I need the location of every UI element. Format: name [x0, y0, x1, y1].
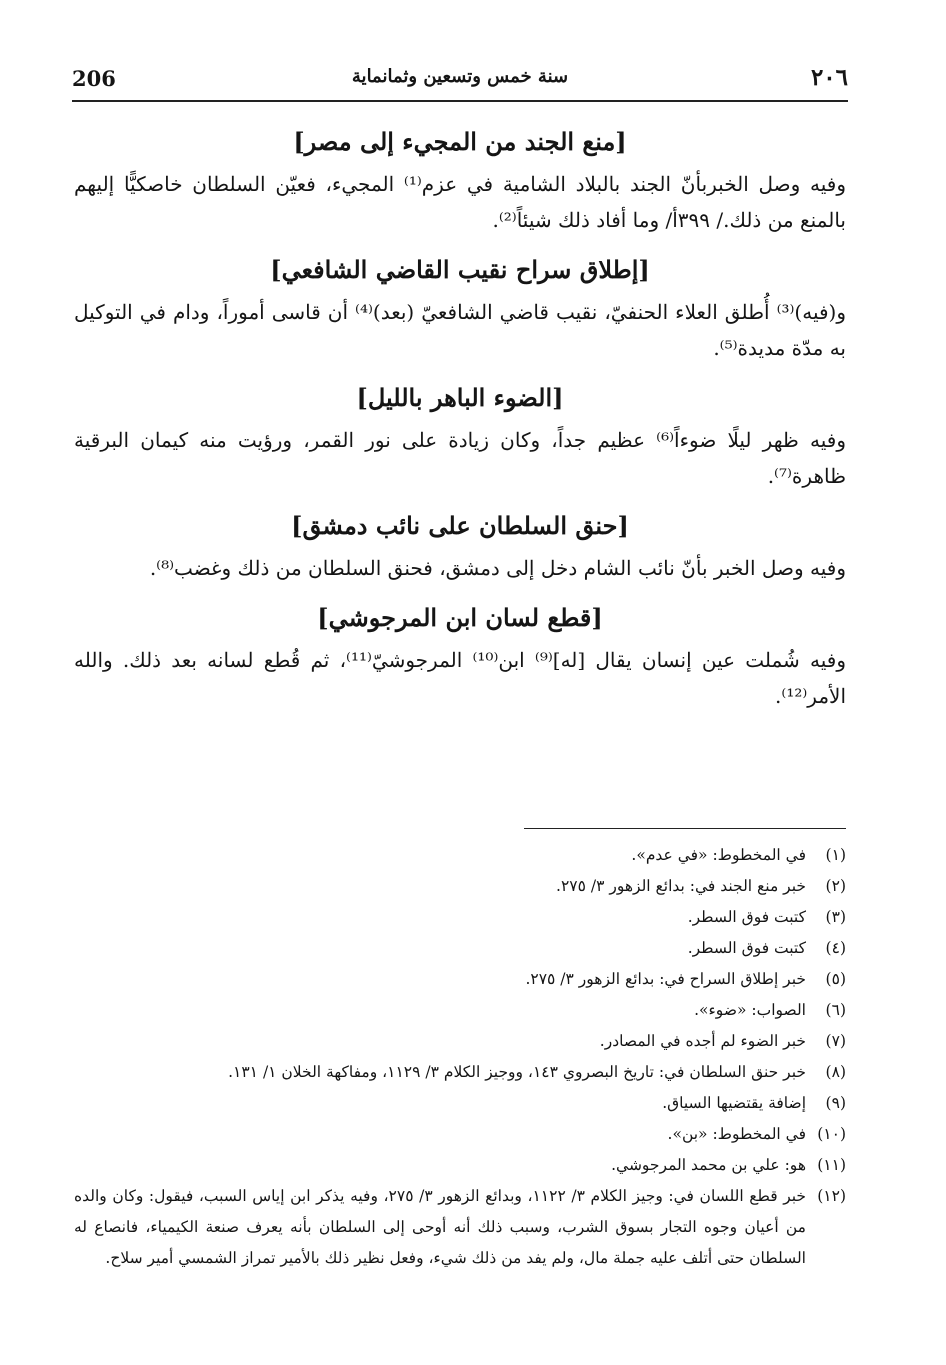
- footnote-number: (٥): [825, 970, 846, 988]
- footnote-number: (٧): [825, 1032, 846, 1050]
- footnote-text: خبر قطع اللسان في: وجيز الكلام ٣/ ١١٢٢، وبدائع الزهور ٣/ ٢٧٥، وفيه يذكر ابن إياس السبب، فيقول: وكان والده من أعيان وجوه التجار بسوق الشرب، وسبب ذلك أنه أوحى إلى السلطان بأنه يعرف صنعة الكيمياء، فانصاع له السلطان حتى أتلف عليه جملة مال، ولم يفد من ذلك شيء، وفعل نظير ذلك بالأمير تمراز الشمسي أمير سلاح.: [74, 1187, 807, 1267]
- page-number-arabic: ٢٠٦: [810, 64, 848, 91]
- footnote-number: (١): [825, 846, 846, 864]
- footnote-text: في المخطوط: «بن».: [667, 1125, 806, 1143]
- footnote-number: (٤): [825, 939, 846, 957]
- footnote-text: الصواب: «ضوء».: [694, 1001, 806, 1019]
- footnote-text: في المخطوط: «في عدم».: [631, 846, 806, 864]
- section-title: [الضوء الباهر بالليل]: [356, 383, 564, 412]
- footnote-number: (٩): [825, 1094, 846, 1112]
- footnote: [74, 840, 846, 871]
- section-paragraph: وفيه وصل الخبربأنّ الجند بالبلاد الشامية في عزم⁽¹⁾ المجيء، فعيّن السلطان خاصكيًّا إليهم بالمنع من ذلك./ ٣٩٩أ/ وما أفاد ذلك شيئاً⁽²⁾.: [74, 172, 846, 232]
- footnote: [74, 1057, 846, 1088]
- footnote-rule: [524, 828, 846, 829]
- footnote-text: كتبت فوق السطر.: [687, 939, 806, 957]
- footnote: [74, 1119, 846, 1150]
- section-paragraph: وفيه وصل الخبر بأنّ نائب الشام دخل إلى دمشق، فحنق السلطان من ذلك وغضب⁽⁸⁾.: [149, 556, 846, 580]
- footnote: [74, 871, 846, 902]
- section-paragraph: و(فيه)⁽³⁾ أُطلق العلاء الحنفيّ، نقيب قاضي الشافعيّ (بعد)⁽⁴⁾ أن قاسى أموراً، ودام في التوكيل به مدّة مديدة⁽⁵⁾.: [74, 300, 847, 360]
- section-title: [قطع لسان ابن المرجوشي]: [317, 603, 603, 632]
- footnote-number: (١٢): [817, 1187, 846, 1205]
- section-title: [إطلاق سراح نقيب القاضي الشافعي]: [270, 255, 650, 284]
- footnote-text: خبر إطلاق السراح في: بدائع الزهور ٣/ ٢٧٥.: [525, 970, 806, 988]
- section-paragraph: وفيه ظهر ليلًا ضوءاً⁽⁶⁾ عظيم جداً، وكان زيادة على نور القمر، ورؤيت منه كيمان البرقية ظاهرة⁽⁷⁾.: [74, 428, 846, 488]
- footnote-text: خبر حنق السلطان في: تاريخ البصروي ١٤٣، ووجيز الكلام ٣/ ١١٢٩، ومفاكهة الخلان ١/ ١٣١.: [228, 1063, 806, 1081]
- footnote: [74, 902, 846, 933]
- footnote: [74, 995, 846, 1026]
- page-header: [72, 62, 848, 98]
- section-title: [منع الجند من المجيء إلى مصر]: [293, 127, 627, 156]
- section: [74, 378, 846, 494]
- footnote-text: هو: علي بن محمد المرجوشي.: [611, 1156, 806, 1174]
- footnote-text: خبر منع الجند في: بدائع الزهور ٣/ ٢٧٥.: [556, 877, 806, 895]
- running-title: سنة خمس وتسعين وثمانماية: [351, 66, 569, 87]
- section-title: [حنق السلطان على نائب دمشق]: [291, 511, 629, 540]
- footnote-text: إضافة يقتضيها السياق.: [662, 1094, 806, 1112]
- footnote-number: (١٠): [817, 1125, 846, 1143]
- footnote: [74, 1088, 846, 1119]
- section: [74, 250, 846, 366]
- footnote: [74, 1026, 846, 1057]
- footnote: [74, 933, 846, 964]
- footnote-text: كتبت فوق السطر.: [687, 908, 806, 926]
- footnote: [74, 1150, 846, 1181]
- section: [74, 506, 846, 586]
- header-rule: [72, 100, 848, 102]
- footnote-number: (٨): [825, 1063, 846, 1081]
- footnote-number: (٢): [825, 877, 846, 895]
- footnote-text: خبر الضوء لم أجده في المصادر.: [599, 1032, 806, 1050]
- footnotes: [74, 840, 846, 1274]
- footnote-number: (١١): [817, 1156, 846, 1174]
- section: [74, 122, 846, 238]
- page-number-latin: 206: [72, 66, 116, 91]
- footnote-number: (٣): [825, 908, 846, 926]
- main-text: [74, 122, 846, 726]
- footnote: [74, 964, 846, 995]
- section-paragraph: وفيه شُملت عين إنسان يقال [له]⁽⁹⁾ ابن⁽¹⁰⁾ المرجوشيّ⁽¹¹⁾، ثم قُطع لسانه بعد ذلك. والله الأمر⁽¹²⁾.: [74, 648, 846, 708]
- section: [74, 598, 846, 714]
- footnote-number: (٦): [825, 1001, 846, 1019]
- footnote: [74, 1181, 846, 1274]
